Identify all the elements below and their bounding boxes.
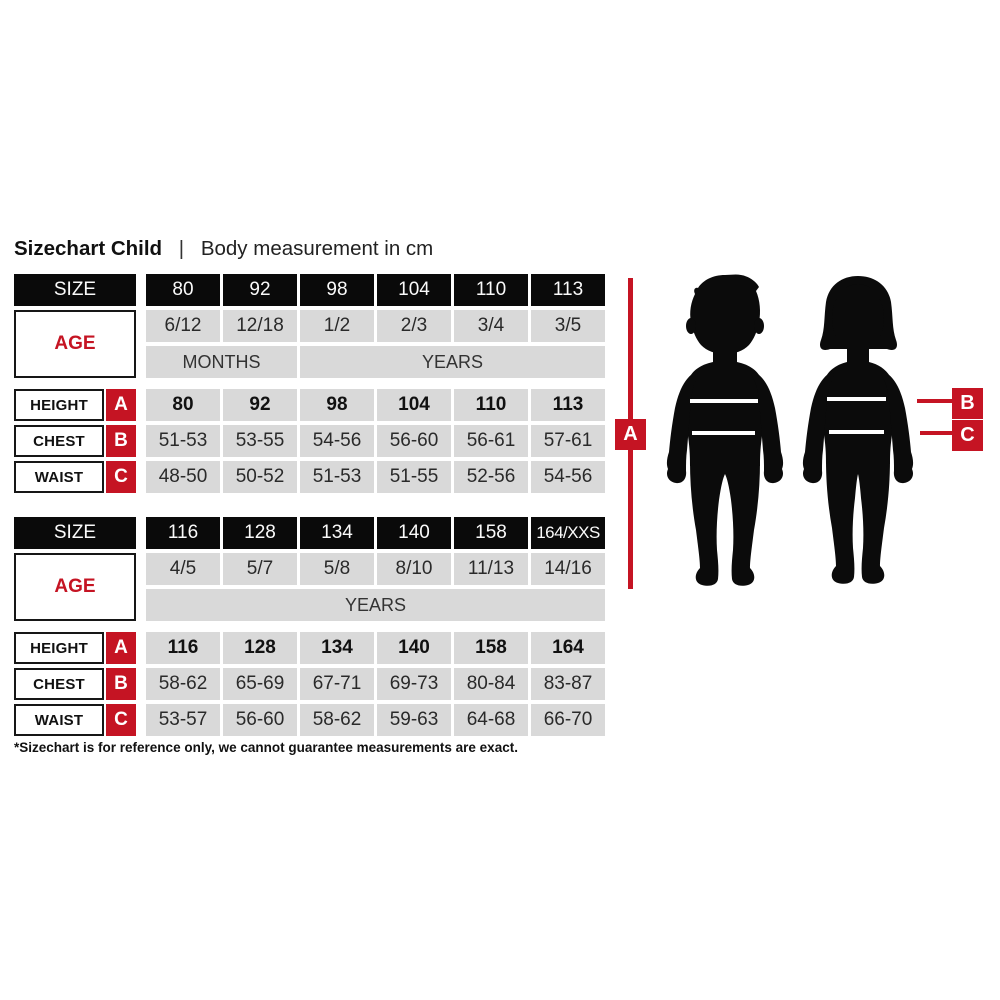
size-header-cell: 113 (531, 274, 605, 306)
waist-value-cell: 52-56 (454, 461, 528, 493)
boy-waist-line (692, 431, 755, 435)
girl-face (832, 284, 884, 352)
size-header-cell: 164/XXS (531, 517, 605, 549)
chest-value-cell: 56-61 (454, 425, 528, 457)
waist-value-cell: 51-55 (377, 461, 451, 493)
waist-label-box: WAIST (14, 704, 104, 736)
waist-value-cell: 58-62 (300, 704, 374, 736)
girl-chest-line (827, 397, 886, 401)
table1-years-cell: YEARS (300, 346, 605, 378)
chest-label-box: CHEST (14, 425, 104, 457)
chest-row-label (14, 668, 136, 700)
size-header-cell: 128 (223, 517, 297, 549)
age-value-cell: 2/3 (377, 310, 451, 342)
waist-value-cell: 64-68 (454, 704, 528, 736)
size-header-cell: 140 (377, 517, 451, 549)
boy-left-ear (686, 318, 696, 334)
size-header-cell: 116 (146, 517, 220, 549)
chest-label-box: CHEST (14, 668, 104, 700)
boy-right-ear (754, 318, 764, 334)
age-label-box: AGE (14, 553, 136, 621)
boy-torso (685, 346, 764, 466)
age-value-cell: 5/8 (300, 553, 374, 585)
age-value-cell: 14/16 (531, 553, 605, 585)
size-header-cell: 158 (454, 517, 528, 549)
girl-torso (821, 346, 894, 464)
footnote: *Sizechart is for reference only, we cannot guarantee measurements are exact. (14, 740, 518, 755)
height-value-cell: 158 (454, 632, 528, 664)
chest-value-cell: 56-60 (377, 425, 451, 457)
age-value-cell: 3/5 (531, 310, 605, 342)
chest-value-cell: 54-56 (300, 425, 374, 457)
height-value-cell: 113 (531, 389, 605, 421)
height-value-cell: 110 (454, 389, 528, 421)
size-header-cell: 80 (146, 274, 220, 306)
height-value-cell: 164 (531, 632, 605, 664)
table2-years-cell: YEARS (146, 589, 605, 621)
chest-value-cell: 83-87 (531, 668, 605, 700)
age-value-cell: 4/5 (146, 553, 220, 585)
age-value-cell: 6/12 (146, 310, 220, 342)
chest-value-cell: 65-69 (223, 668, 297, 700)
table1-months-cell: MONTHS (146, 346, 297, 378)
sizechart-table-large (14, 517, 605, 736)
table1-divider (14, 382, 605, 385)
marker-b-table-badge: B (106, 668, 136, 700)
height-value-cell: 98 (300, 389, 374, 421)
height-value-cell: 104 (377, 389, 451, 421)
marker-c-table-badge: C (106, 461, 136, 493)
chest-row-label (14, 425, 136, 457)
height-label-box: HEIGHT (14, 632, 104, 664)
age-value-cell: 11/13 (454, 553, 528, 585)
boy-legs (690, 462, 760, 586)
size-header-cell: 98 (300, 274, 374, 306)
waist-value-cell: 59-63 (377, 704, 451, 736)
boy-silhouette (655, 272, 795, 592)
height-value-cell: 134 (300, 632, 374, 664)
chest-value-cell: 51-53 (146, 425, 220, 457)
table2-divider (14, 625, 605, 628)
height-row-label (14, 632, 136, 664)
waist-row-label (14, 704, 136, 736)
waist-row-label (14, 461, 136, 493)
marker-c-table-badge: C (106, 704, 136, 736)
age-label-box: AGE (14, 310, 136, 378)
height-value-cell: 140 (377, 632, 451, 664)
waist-value-cell: 53-57 (146, 704, 220, 736)
marker-c-badge: C (952, 420, 983, 451)
waist-value-cell: 51-53 (300, 461, 374, 493)
size-header-cell: 110 (454, 274, 528, 306)
chest-value-cell: 80-84 (454, 668, 528, 700)
age-value-cell: 12/18 (223, 310, 297, 342)
title-separator: | (178, 237, 185, 260)
title-product: Sizechart Child (14, 237, 163, 260)
waist-value-cell: 54-56 (531, 461, 605, 493)
waist-value-cell: 56-60 (223, 704, 297, 736)
marker-a-table-badge: A (106, 632, 136, 664)
boy-chest-line (690, 399, 758, 403)
marker-b-table-badge: B (106, 425, 136, 457)
height-value-cell: 128 (223, 632, 297, 664)
waist-value-cell: 66-70 (531, 704, 605, 736)
size-header-label: SIZE (14, 517, 136, 549)
size-header-cell: 104 (377, 274, 451, 306)
waist-value-cell: 48-50 (146, 461, 220, 493)
marker-a-badge: A (615, 419, 646, 450)
height-value-cell: 80 (146, 389, 220, 421)
girl-waist-line (829, 430, 884, 434)
age-value-cell: 5/7 (223, 553, 297, 585)
size-header-cell: 92 (223, 274, 297, 306)
age-value-cell: 8/10 (377, 553, 451, 585)
height-label-box: HEIGHT (14, 389, 104, 421)
waist-value-cell: 50-52 (223, 461, 297, 493)
sizechart-table-small (14, 274, 605, 493)
title-subtitle: Body measurement in cm (200, 237, 434, 260)
marker-b-badge: B (952, 388, 983, 419)
chest-value-cell: 53-55 (223, 425, 297, 457)
marker-a-table-badge: A (106, 389, 136, 421)
chest-pointer-line (917, 399, 953, 403)
waist-label-box: WAIST (14, 461, 104, 493)
girl-legs (826, 460, 890, 584)
size-header-cell: 134 (300, 517, 374, 549)
chest-value-cell: 69-73 (377, 668, 451, 700)
chest-value-cell: 67-71 (300, 668, 374, 700)
age-value-cell: 1/2 (300, 310, 374, 342)
chest-value-cell: 57-61 (531, 425, 605, 457)
age-value-cell: 3/4 (454, 310, 528, 342)
girl-silhouette (797, 274, 934, 592)
waist-pointer-line (920, 431, 953, 435)
chest-value-cell: 58-62 (146, 668, 220, 700)
height-row-label (14, 389, 136, 421)
height-value-cell: 92 (223, 389, 297, 421)
page-title (14, 237, 433, 261)
size-header-label: SIZE (14, 274, 136, 306)
height-value-cell: 116 (146, 632, 220, 664)
boy-head (690, 275, 760, 354)
